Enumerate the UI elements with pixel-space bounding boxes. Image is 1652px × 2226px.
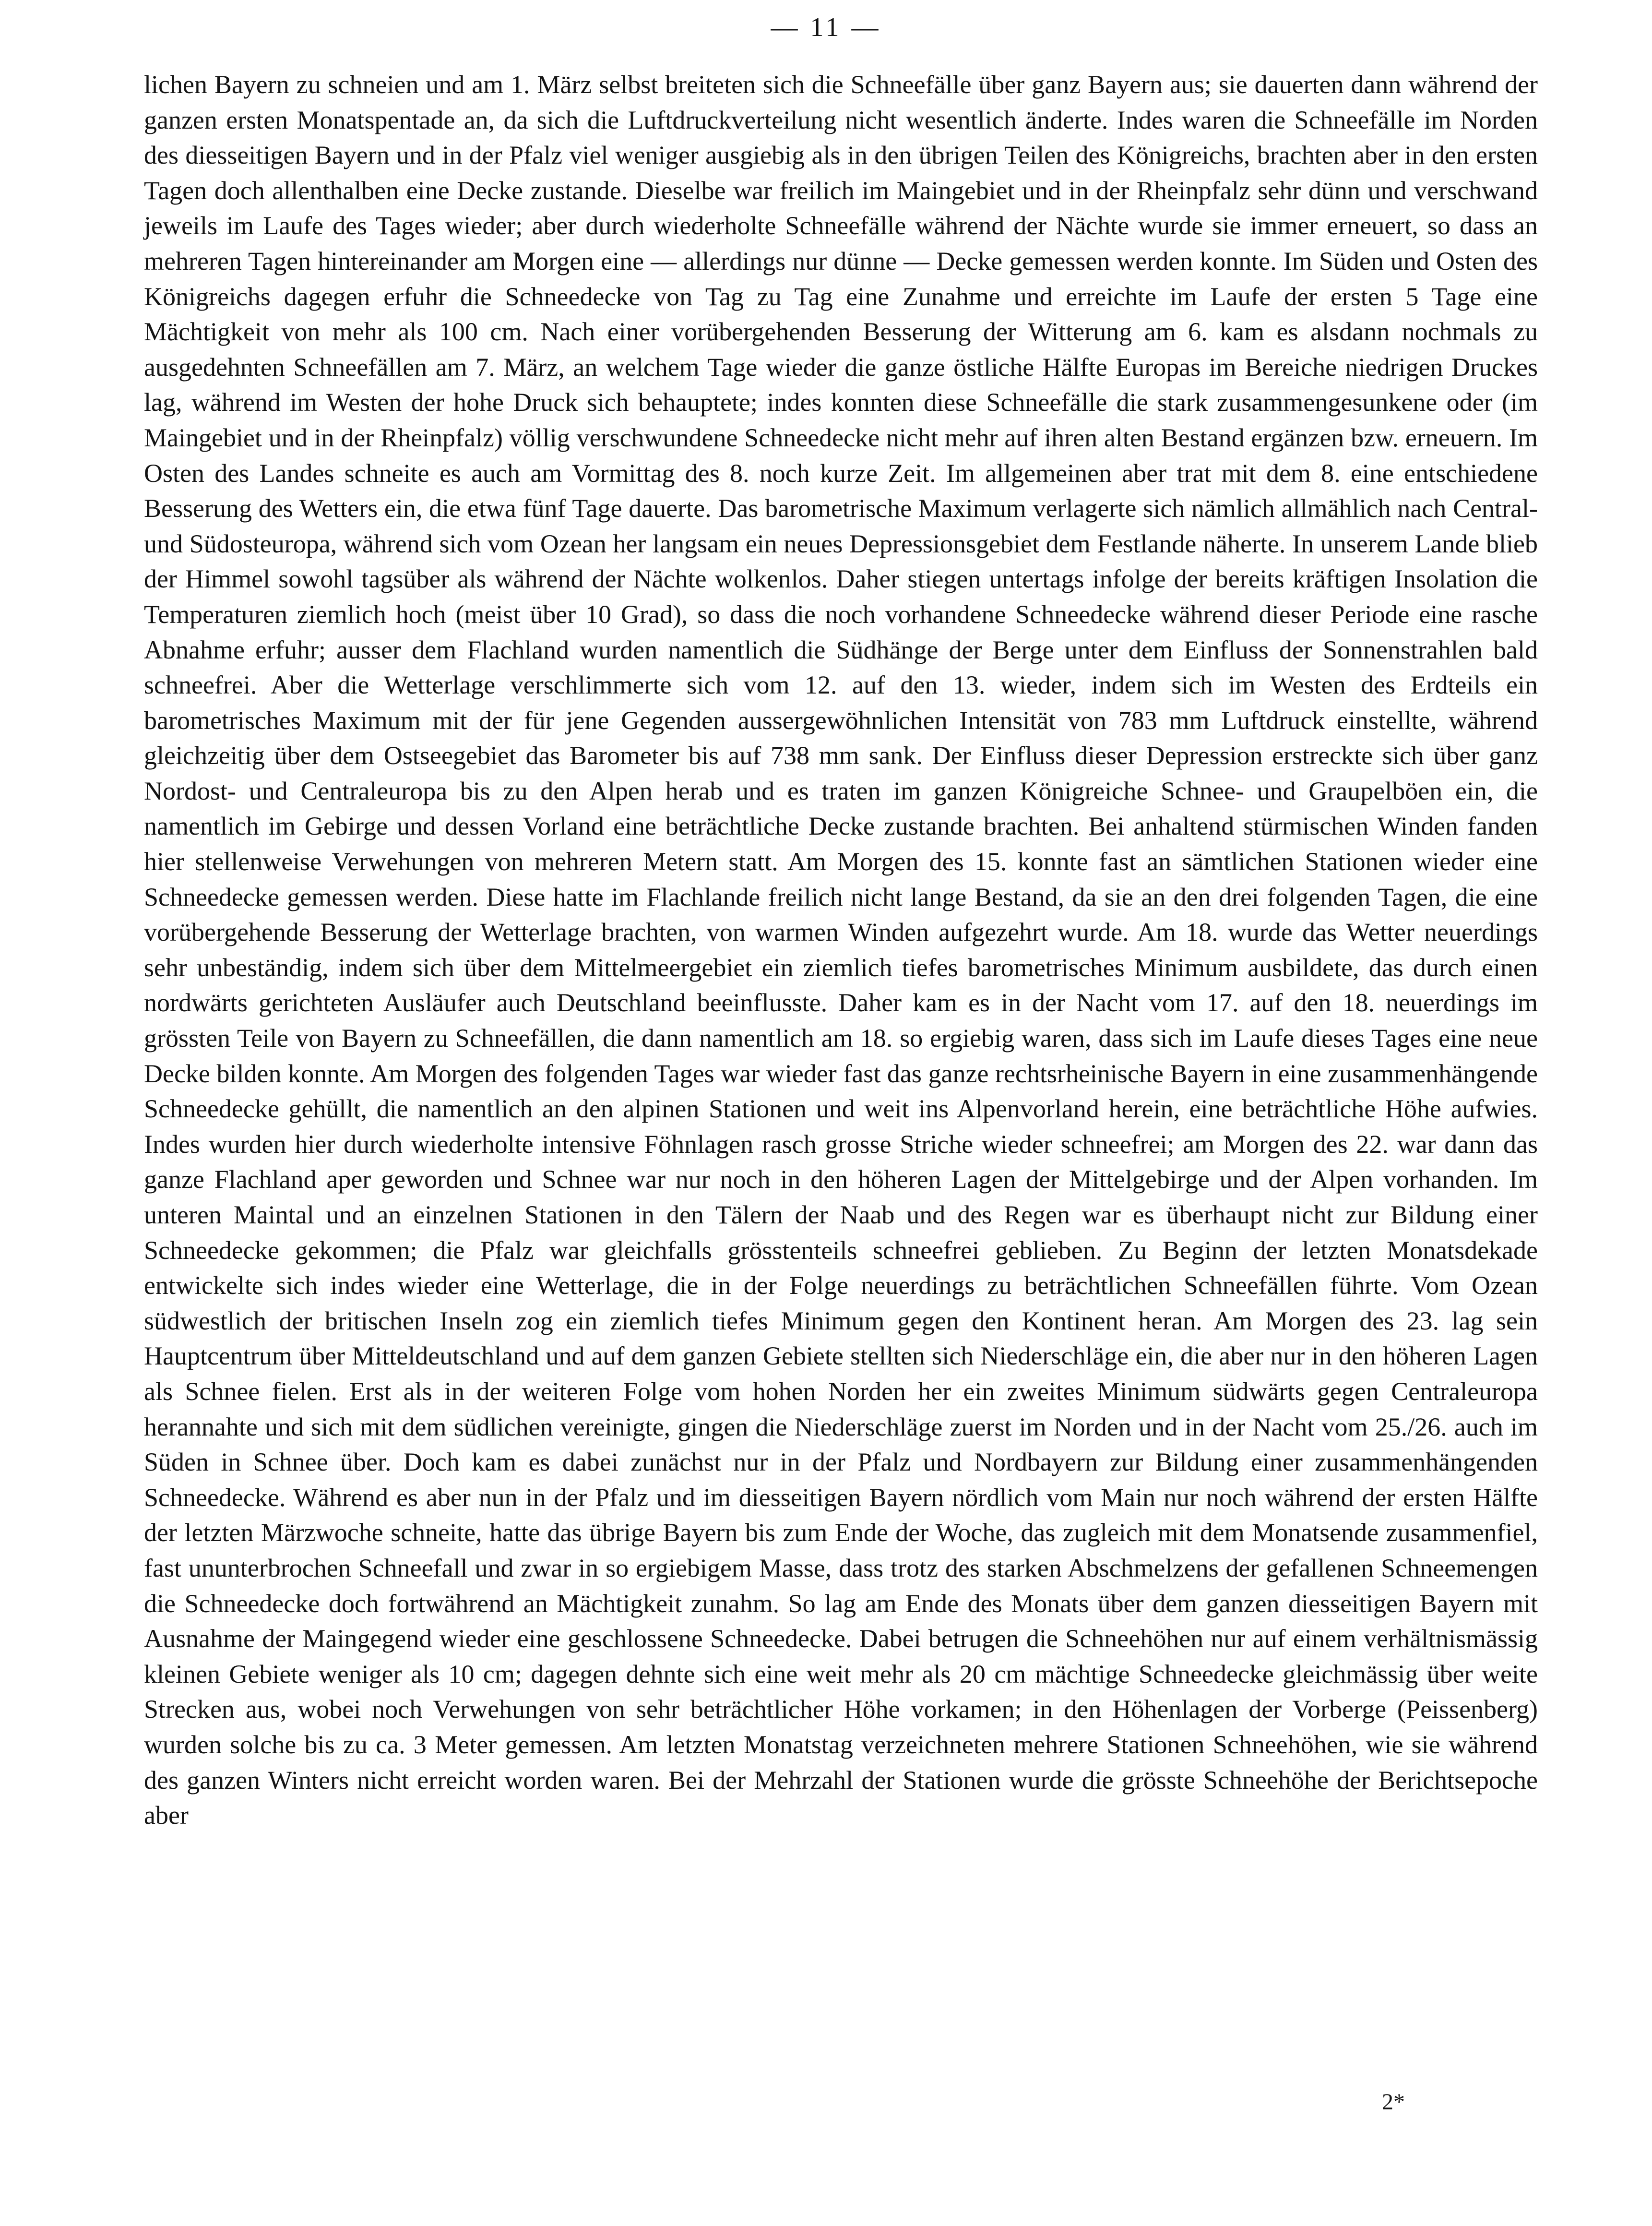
page-number: — 11 — [771, 12, 881, 42]
printer-signature-mark: 2* [1382, 2089, 1405, 2115]
body-text: lichen Bayern zu schneien und am 1. März selbst breiteten sich die Schneefälle über ganz Bayern aus; sie dauerten dann während der ganzen ersten Monatspentade an, da sich die Luftdruckverteilung nicht wesentlich änderte. Indes waren die Schneefälle im Norden des diesseitigen Bayern und in der Pfalz viel weniger ausgiebig als in den übrigen Teilen des Königreichs, brachten aber in den ersten Tagen doch allenthalben eine Decke zustande. Dieselbe war freilich im Maingebiet und in der Rheinpfalz sehr dünn und verschwand jeweils im Laufe des Tages wieder; aber durch wiederholte Schneefälle während der Nächte wurde sie immer erneuert, so dass an mehreren Tagen hintereinander am Morgen eine — allerdings nur dünne — Decke gemessen werden konnte. Im Süden und Osten des Königreichs dagegen erfuhr die Schneedecke von Tag zu Tag eine Zunahme und erreichte im Laufe der ersten 5 Tage eine Mächtigkeit von mehr als 100 cm. Nach einer vorübergehenden Besserung der Witterung am 6. kam es alsdann nochmals zu ausgedehnten Schneefällen am 7. März, an welchem Tage wieder die ganze östliche Hälfte Europas im Bereiche niedrigen Druckes lag, während im Westen der hohe Druck sich behauptete; indes konnten diese Schneefälle die stark zusammengesunkene oder (im Maingebiet und in der Rheinpfalz) völlig verschwundene Schneedecke nicht mehr auf ihren alten Bestand ergänzen bzw. erneuern. Im Osten des Landes schneite es auch am Vormittag des 8. noch kurze Zeit. Im allgemeinen aber trat mit dem 8. eine entschiedene Besserung des Wetters ein, die etwa fünf Tage dauerte. Das barometrische Maximum verlagerte sich nämlich allmählich nach Central- und Südosteuropa, während sich vom Ozean her langsam ein neues Depressionsgebiet dem Festlande näherte. In unserem Lande blieb der Himmel sowohl tagsüber als während der Nächte wolkenlos. Daher stiegen untertags infolge der bereits kräftigen Insolation die Temperaturen ziemlich hoch (meist über 10 Grad), so dass die noch vorhandene Schneedecke während dieser Periode eine rasche Abnahme erfuhr; ausser dem Flachland wurden namentlich die Südhänge der Berge unter dem Einfluss der Sonnenstrahlen bald schneefrei. Aber die Wetterlage verschlimmerte sich vom 12. auf den 13. wieder, indem sich im Westen des Erdteils ein barometrisches Maximum mit der für jene Gegenden aussergewöhnlichen Intensität von 783 mm Luftdruck einstellte, während gleichzeitig über dem Ostseegebiet das Barometer bis auf 738 mm sank. Der Einfluss dieser Depression erstreckte sich über ganz Nordost- und Centraleuropa bis zu den Alpen herab und es traten im ganzen Königreiche Schnee- und Graupelböen ein, die namentlich im Gebirge und dessen Vorland eine beträchtliche Decke zustande brachten. Bei anhaltend stürmischen Winden fanden hier stellenweise Verwehungen von mehreren Metern statt. Am Morgen des 15. konnte fast an sämtlichen Stationen wieder eine Schneedecke gemessen werden. Diese hatte im Flachlande freilich nicht lange Bestand, da sie an den drei folgenden Tagen, die eine vorübergehende Besserung der Wetterlage brachten, von warmen Winden aufgezehrt wurde. Am 18. wurde das Wetter neuerdings sehr unbeständig, indem sich über dem Mittelmeergebiet ein ziemlich tiefes barometrisches Minimum ausbildete, das durch einen nordwärts gerichteten Ausläufer auch Deutschland beeinflusste. Daher kam es in der Nacht vom 17. auf den 18. neuerdings im grössten Teile von Bayern zu Schneefällen, die dann namentlich am 18. so ergiebig waren, dass sich im Laufe dieses Tages eine neue Decke bilden konnte. Am Morgen des folgenden Tages war wieder fast das ganze rechtsrheinische Bayern in eine zusammenhängende Schneedecke gehüllt, die namentlich an den alpinen Stationen und weit ins Alpenvorland herein, eine beträchtliche Höhe aufwies. Indes wurden hier durch wiederholte intensive Föhnlagen rasch grosse Striche wieder schneefrei; am Morgen des 22. war dann das ganze Flachland aper geworden und Schnee war nur noch in den höheren Lagen der Mittelgebirge und der Alpen vorhanden. Im unteren Maintal und an einzelnen Stationen in den Tälern der Naab und des Regen war es überhaupt nicht zur Bildung einer Schneedecke gekommen; die Pfalz war gleichfalls grösstenteils schneefrei geblieben. Zu Beginn der letzten Monatsdekade entwickelte sich indes wieder eine Wetterlage, die in der Folge neuerdings zu beträchtlichen Schneefällen führte. Vom Ozean südwestlich der britischen Inseln zog ein ziemlich tiefes Minimum gegen den Kontinent heran. Am Morgen des 23. lag sein Hauptcentrum über Mitteldeutschland und auf dem ganzen Gebiete stellten sich Niederschläge ein, die aber nur in den höheren Lagen als Schnee fielen. Erst als in der weiteren Folge vom hohen Norden her ein zweites Minimum südwärts gegen Centraleuropa herannahte und sich mit dem südlichen vereinigte, gingen die Niederschläge zuerst im Norden und in der Nacht vom 25./26. auch im Süden in Schnee über. Doch kam es dabei zunächst nur in der Pfalz und Nordbayern zur Bildung einer zusammenhängenden Schneedecke. Während es aber nun in der Pfalz und im diesseitigen Bayern nördlich vom Main nur noch während der ersten Hälfte der letzten Märzwoche schneite, hatte das übrige Bayern bis zum Ende der Woche, das zugleich mit dem Monatsende zusammenfiel, fast ununterbrochen Schneefall und zwar in so ergiebigem Masse, dass trotz des starken Abschmelzens der gefallenen Schneemengen die Schneedecke doch fortwährend an Mächtigkeit zunahm. So lag am Ende des Monats über dem ganzen diesseitigen Bayern mit Ausnahme der Maingegend wieder eine geschlossene Schneedecke. Dabei betrugen die Schneehöhen nur auf einem verhältnismässig kleinen Gebiete weniger als 10 cm; dagegen dehnte sich eine weit mehr als 20 cm mächtige Schneedecke gleichmässig über weite Strecken aus, wobei noch Verwehungen von sehr beträchtlicher Höhe vorkamen; in den Höhenlagen der Vorberge (Peissenberg) wurden solche bis zu ca. 3 Meter gemessen. Am letzten Monatstag verzeichneten mehrere Stationen Schneehöhen, wie sie während des ganzen Winters nicht erreicht worden waren. Bei der Mehrzahl der Stationen wurde die grösste Schneehöhe der Berichtsepoche aber [144, 70, 1538, 1830]
